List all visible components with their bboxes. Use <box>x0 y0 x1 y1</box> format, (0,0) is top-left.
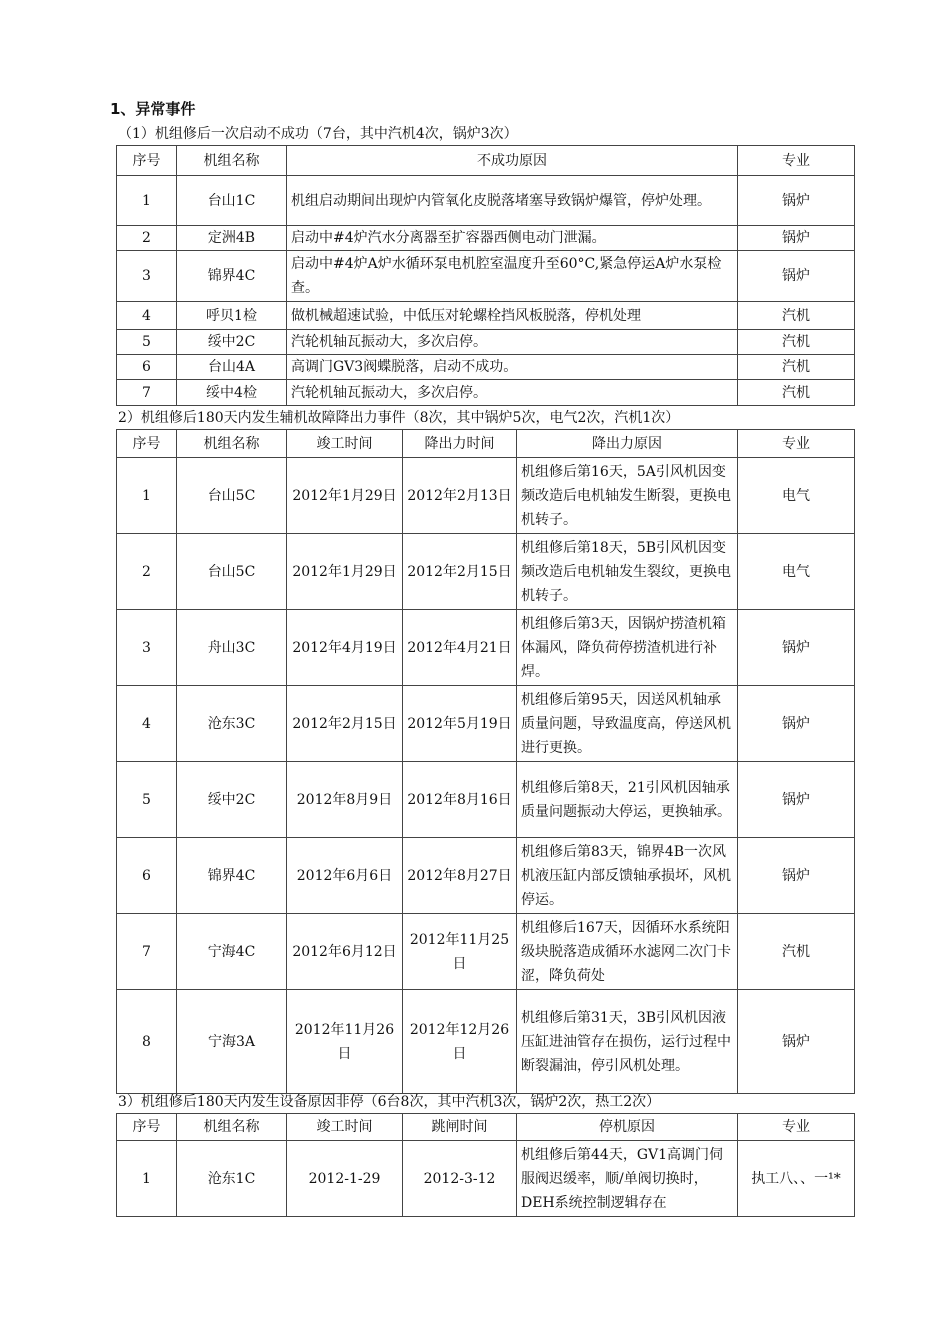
table-row <box>117 762 855 838</box>
row-no: 3 <box>117 251 177 302</box>
row-derate: 2012年12月26日 <box>403 990 517 1094</box>
row-done: 2012年8月9日 <box>287 762 403 838</box>
row-no: 3 <box>117 610 177 686</box>
row-reason: 机组修后第16天，5A引风机因变频改造后电机轴发生断裂，更换电机转子。 <box>517 458 738 534</box>
row-reason: 机组修后第18天，5B引风机因变频改造后电机轴发生裂纹，更换电机转子。 <box>517 534 738 610</box>
row-unit: 锦界4C <box>177 838 287 914</box>
table-row <box>117 330 855 355</box>
row-no: 8 <box>117 990 177 1094</box>
row-field: 锅炉 <box>738 990 855 1094</box>
row-unit: 台山4A <box>177 355 287 380</box>
row-reason: 机组修后第3天，因锅炉捞渣机箱体漏风，降负荷停捞渣机进行补焊。 <box>517 610 738 686</box>
row-derate: 2012年4月21日 <box>403 610 517 686</box>
row-reason: 做机械超速试验，中低压对轮螺栓挡风板脱落，停机处理 <box>287 302 738 330</box>
table-row <box>117 458 855 534</box>
row-unit: 绥中4检 <box>177 380 287 406</box>
row-no: 2 <box>117 534 177 610</box>
row-no: 5 <box>117 762 177 838</box>
row-unit: 台山5C <box>177 534 287 610</box>
col-header-derate: 降出力时间 <box>403 430 517 458</box>
table2-caption: 2）机组修后180天内发生辅机故障降出力事件（8次，其中锅炉5次，电气2次，汽机1次） <box>118 410 680 426</box>
row-field: 汽机 <box>738 380 855 406</box>
col-header-field: 专业 <box>738 146 855 176</box>
row-reason: 启动中#4炉A炉水循环泵电机腔室温度升至60°C,紧急停运A炉水泵检查。 <box>287 251 738 302</box>
table-row <box>117 176 855 226</box>
row-derate: 2012年8月27日 <box>403 838 517 914</box>
table-row <box>117 610 855 686</box>
row-unit: 呼贝1检 <box>177 302 287 330</box>
col-header-unit: 机组名称 <box>177 146 287 176</box>
row-derate: 2012年11月25日 <box>403 914 517 990</box>
col-header-no: 序号 <box>117 430 177 458</box>
row-derate: 2012年5月19日 <box>403 686 517 762</box>
table-row <box>117 914 855 990</box>
row-unit: 宁海3A <box>177 990 287 1094</box>
col-header-reason: 不成功原因 <box>287 146 738 176</box>
row-field: 执工八、、一¹* <box>738 1141 855 1217</box>
row-reason: 汽轮机轴瓦振动大，多次启停。 <box>287 330 738 355</box>
row-field: 汽机 <box>738 302 855 330</box>
col-header-no: 序号 <box>117 146 177 176</box>
row-unit: 沧东1C <box>177 1141 287 1217</box>
row-reason: 机组修后第44天，GV1高调门伺服阀迟缓率，顺/单阀切换时，DEH系统控制逻辑存在 <box>517 1141 738 1217</box>
row-no: 1 <box>117 176 177 226</box>
row-field: 锅炉 <box>738 251 855 302</box>
row-field: 锅炉 <box>738 610 855 686</box>
row-derate: 2012年8月16日 <box>403 762 517 838</box>
row-done: 2012年2月15日 <box>287 686 403 762</box>
row-unit: 宁海4C <box>177 914 287 990</box>
table-row <box>117 990 855 1094</box>
row-no: 4 <box>117 686 177 762</box>
row-no: 2 <box>117 226 177 251</box>
row-field: 锅炉 <box>738 686 855 762</box>
col-header-trip: 跳闸时间 <box>403 1114 517 1141</box>
row-done: 2012-1-29 <box>287 1141 403 1217</box>
row-reason: 高调门GV3阀蝶脱落，启动不成功。 <box>287 355 738 380</box>
row-done: 2012年6月12日 <box>287 914 403 990</box>
table-row <box>117 302 855 330</box>
row-field: 汽机 <box>738 355 855 380</box>
table-row <box>117 534 855 610</box>
col-header-reason: 停机原因 <box>517 1114 738 1141</box>
table-unplanned-outages <box>116 1113 855 1217</box>
row-field: 电气 <box>738 458 855 534</box>
row-field: 锅炉 <box>738 762 855 838</box>
row-no: 1 <box>117 458 177 534</box>
table-row <box>117 838 855 914</box>
row-unit: 锦界4C <box>177 251 287 302</box>
row-reason: 机组修后167天，因循环水系统阳级块脱落造成循环水滤网二次门卡涩，降负荷处 <box>517 914 738 990</box>
row-unit: 台山5C <box>177 458 287 534</box>
col-header-done: 竣工时间 <box>287 1114 403 1141</box>
table3-caption: 3）机组修后180天内发生设备原因非停（6台8次，其中汽机3次，锅炉2次，热工2次） <box>118 1094 661 1110</box>
row-unit: 绥中2C <box>177 330 287 355</box>
row-no: 7 <box>117 914 177 990</box>
row-reason: 机组修后第95天，因送风机轴承质量问题，导致温度高，停送风机进行更换。 <box>517 686 738 762</box>
row-reason: 机组修后第31天，3B引风机因液压缸进油管存在损伤，运行过程中断裂漏油，停引风机处理。 <box>517 990 738 1094</box>
row-unit: 定洲4B <box>177 226 287 251</box>
table-row <box>117 380 855 406</box>
row-no: 7 <box>117 380 177 406</box>
col-header-field: 专业 <box>738 1114 855 1141</box>
col-header-unit: 机组名称 <box>177 430 287 458</box>
row-unit: 沧东3C <box>177 686 287 762</box>
table-row <box>117 1141 855 1217</box>
row-no: 6 <box>117 838 177 914</box>
col-header-no: 序号 <box>117 1114 177 1141</box>
table-row <box>117 355 855 380</box>
row-reason: 机组修后第8天，21引风机因轴承质量问题振动大停运，更换轴承。 <box>517 762 738 838</box>
row-derate: 2012年2月13日 <box>403 458 517 534</box>
table3-header-row <box>117 1114 855 1141</box>
row-field: 汽机 <box>738 914 855 990</box>
row-reason: 机组修后第83天，锦界4B一次风机液压缸内部反馈轴承损坏，风机停运。 <box>517 838 738 914</box>
col-header-unit: 机组名称 <box>177 1114 287 1141</box>
row-derate: 2012年2月15日 <box>403 534 517 610</box>
table-startup-failures <box>116 145 855 406</box>
row-reason: 汽轮机轴瓦振动大，多次启停。 <box>287 380 738 406</box>
row-field: 汽机 <box>738 330 855 355</box>
row-unit: 绥中2C <box>177 762 287 838</box>
table-row <box>117 226 855 251</box>
table-row <box>117 251 855 302</box>
col-header-done: 竣工时间 <box>287 430 403 458</box>
row-no: 1 <box>117 1141 177 1217</box>
table1-header-row <box>117 146 855 176</box>
row-field: 电气 <box>738 534 855 610</box>
table-row <box>117 686 855 762</box>
col-header-field: 专业 <box>738 430 855 458</box>
table1-caption: （1）机组修后一次启动不成功（7台，其中汽机4次，锅炉3次） <box>118 126 518 142</box>
row-unit: 台山1C <box>177 176 287 226</box>
row-field: 锅炉 <box>738 838 855 914</box>
row-no: 5 <box>117 330 177 355</box>
col-header-reason: 降出力原因 <box>517 430 738 458</box>
row-done: 2012年6月6日 <box>287 838 403 914</box>
row-done: 2012年1月29日 <box>287 458 403 534</box>
row-done: 2012年4月19日 <box>287 610 403 686</box>
row-done: 2012年11月26日 <box>287 990 403 1094</box>
row-done: 2012年1月29日 <box>287 534 403 610</box>
table-derate-events <box>116 429 855 1094</box>
row-reason: 启动中#4炉汽水分离器至扩容器西侧电动门泄漏。 <box>287 226 738 251</box>
row-field: 锅炉 <box>738 226 855 251</box>
row-no: 4 <box>117 302 177 330</box>
section-heading: 1、异常事件 <box>110 100 196 118</box>
row-trip: 2012-3-12 <box>403 1141 517 1217</box>
row-no: 6 <box>117 355 177 380</box>
row-field: 锅炉 <box>738 176 855 226</box>
row-unit: 舟山3C <box>177 610 287 686</box>
table2-header-row <box>117 430 855 458</box>
row-reason: 机组启动期间出现炉内管氧化皮脱落堵塞导致锅炉爆管，停炉处理。 <box>287 176 738 226</box>
